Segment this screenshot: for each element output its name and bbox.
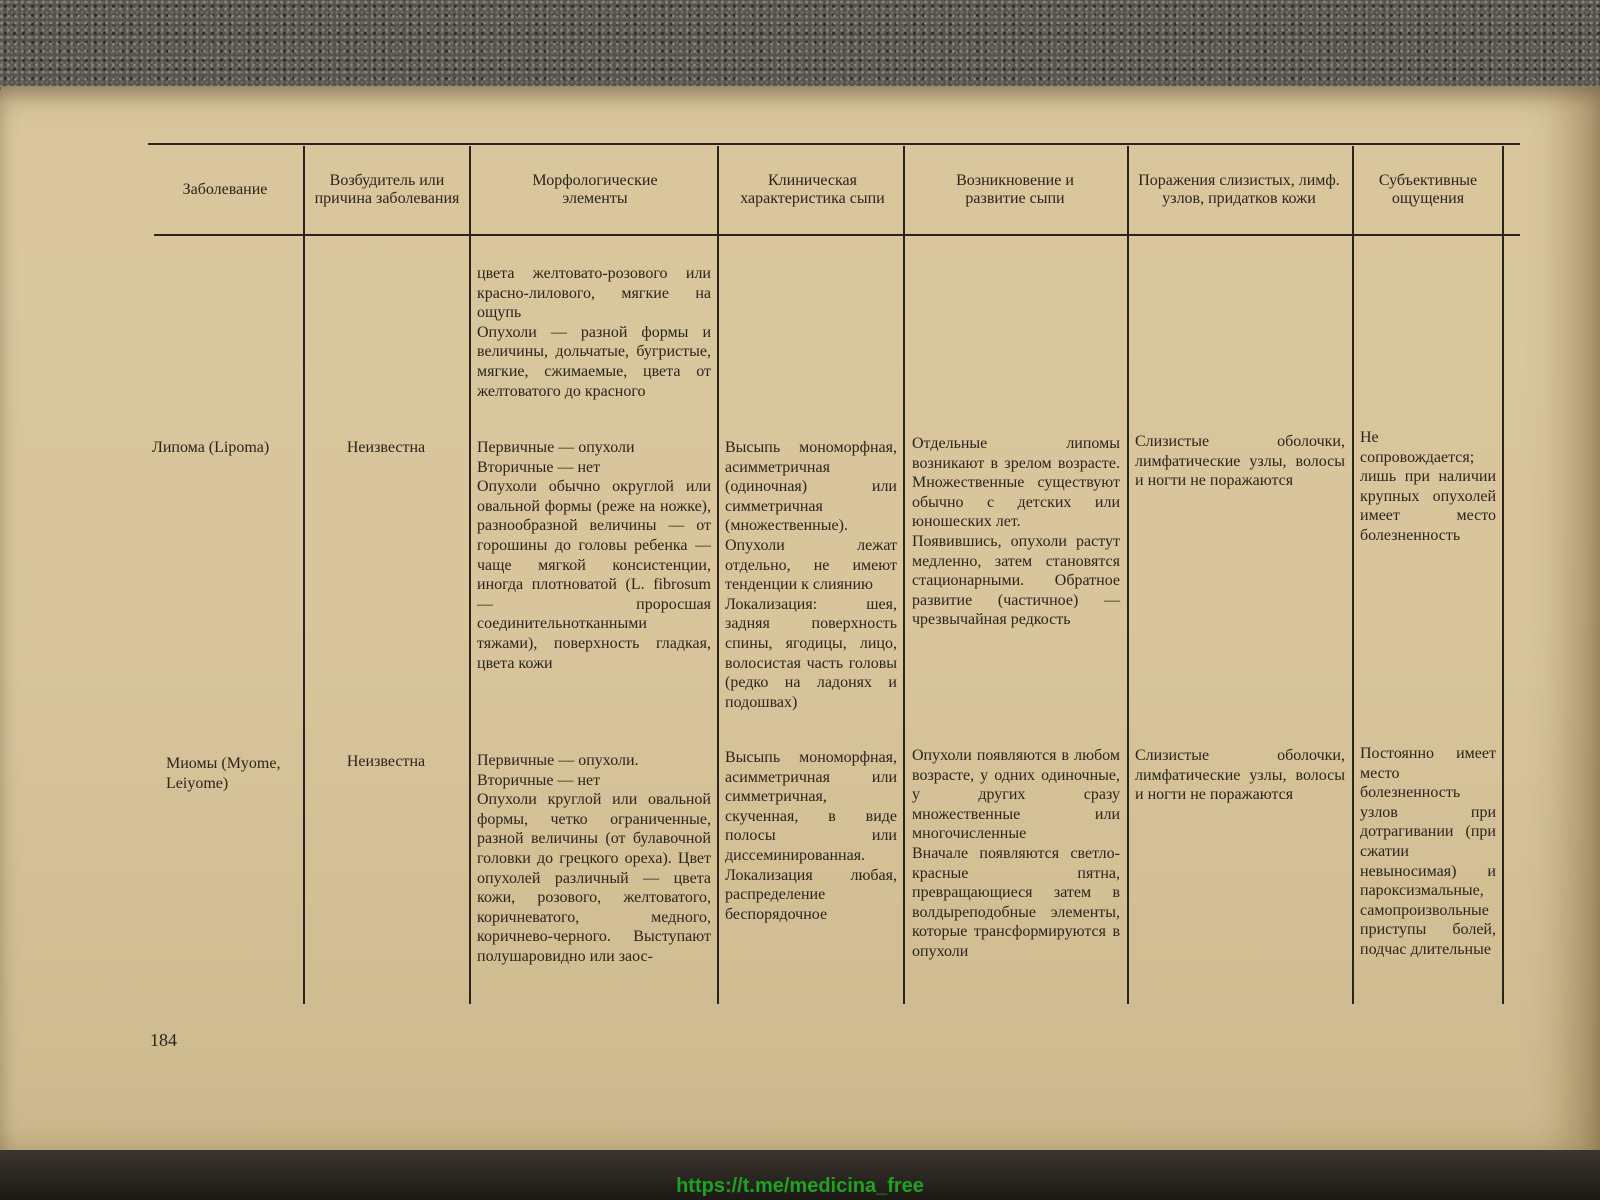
header-morphology: Морфологические элементы bbox=[532, 172, 658, 207]
row-lesions: Слизистые оболочки, лимфатические узлы, волосы и ногти не поражаются bbox=[1135, 433, 1345, 490]
header-development: Возникновение и развитие сыпи bbox=[956, 172, 1074, 207]
column-divider bbox=[717, 146, 719, 1004]
row-clinical: Высыпь мономорфная, асимметричная или симметричная, скученная, в виде полосы или диссеминированная. Локализация любая, распределение беспорядочное bbox=[725, 749, 897, 923]
header-cause: Возбудитель или причина заболевания bbox=[314, 172, 460, 207]
row-cause: Неизвестна bbox=[346, 439, 426, 456]
row-subjective: Постоянно имеет место болезненность узлов при дотрагивании (при сжатии невыносимая) и пароксизмальные, самопроизвольные приступы болей, подчас длительные bbox=[1360, 745, 1496, 958]
row-morphology: Первичные — опухоли Вторичные — нет Опухоли обычно округлой или овальной формы (реже на ножке), разнообразной величины — от горошины до головы ребенка — чаще мягкой консистенции, иногда плотноватой (L. fibrosum — проросшая соединительнотканными тяжами), поверхность гладкая, цвета кожи bbox=[477, 439, 711, 672]
page-number: 184 bbox=[150, 1030, 177, 1050]
row-development: Отдельные липомы возникают в зрелом возрасте. Множественные существуют обычно с детских или юношеских лет. Появившись, опухоли растут медленно, затем становятся стационарными. Обратное развитие (частичное) — чрезвычайная редкость bbox=[912, 435, 1120, 629]
row-disease: Липома (Lipoma) bbox=[152, 439, 270, 456]
morphology-continuation: цвета желтовато-розового или красно-лилового, мягкие на ощупь Опухоли — разной формы и величины, дольчатые, бугристые, мягкие, сжимаемые, цвета от желтоватого до красного bbox=[477, 265, 711, 400]
table-header-rule bbox=[154, 234, 1520, 236]
watermark-link[interactable]: https://t.me/medicina_free bbox=[676, 1175, 924, 1197]
row-disease: Миомы (Myome, Leiyome) bbox=[166, 755, 281, 792]
row-cause: Неизвестна bbox=[346, 753, 426, 770]
header-subjective: Субъективные ощущения bbox=[1378, 172, 1478, 207]
row-clinical: Высыпь мономорфная, асимметричная (одиночная) или симметричная (множественные). Опухоли лежат отдельно, не имеют тенденции к слиянию Локализация: шея, задняя поверхность спины, ягодицы, лицо, волосистая часть головы (редко на ладонях и подошвах) bbox=[725, 439, 897, 711]
row-subjective: Не сопровождается; лишь при наличии крупных опухолей имеет место болезненность bbox=[1360, 429, 1496, 544]
row-development: Опухоли появляются в любом возрасте, у одних одиночные, у других сразу множественные или многочисленные Вначале появляются светло-красные пятна, превращающиеся затем в волдыреподобные элементы, которые трансформируются в опухоли bbox=[912, 747, 1120, 960]
column-divider bbox=[903, 146, 905, 1004]
column-divider bbox=[1502, 146, 1504, 1004]
column-divider bbox=[1127, 146, 1129, 1004]
table-top-rule bbox=[148, 143, 1520, 145]
column-divider bbox=[469, 146, 471, 1004]
column-divider bbox=[1352, 146, 1354, 1004]
header-clinical: Клиническая характеристика сыпи bbox=[740, 172, 885, 207]
column-divider bbox=[303, 146, 305, 1004]
row-morphology: Первичные — опухоли. Вторичные — нет Опухоли круглой или овальной формы, четко ограниченные, разной величины (от булавочной головки до грецкого ореха). Цвет опухолей различный — цвета кожи, розового, желтоватого, коричневатого, медного, коричнево-черного. Выступают полушаровидно или заос- bbox=[477, 752, 711, 965]
row-lesions: Слизистые оболочки, лимфатические узлы, волосы и ногти не поражаются bbox=[1135, 747, 1345, 804]
header-disease: Заболевание bbox=[182, 181, 268, 198]
header-lesions: Поражения слизистых, лимф. узлов, придатков кожи bbox=[1138, 172, 1340, 207]
